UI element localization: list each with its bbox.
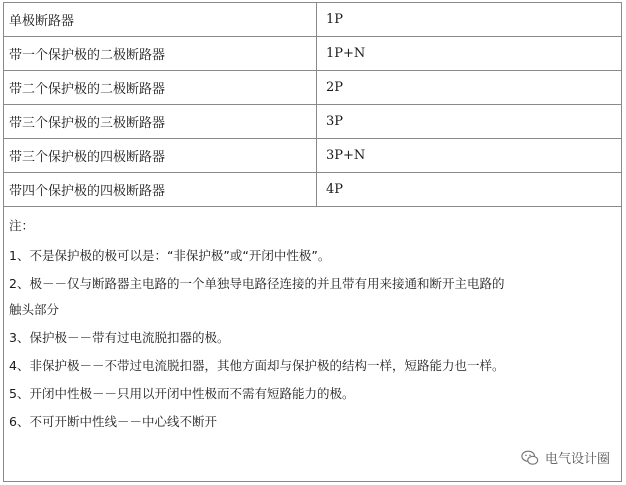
table-row [4, 105, 621, 139]
table-row [4, 37, 621, 71]
breaker-type-cell: 带一个保护极的二极断路器 [4, 37, 317, 71]
note-item: 1、不是保护极的极可以是：“非保护极”或“开闭中性极”。 [9, 248, 331, 263]
breaker-type-cell: 带三个保护极的四极断路器 [4, 139, 317, 173]
note-item-continued: 触头部分 [9, 302, 60, 317]
pole-code-cell: 4P [317, 173, 622, 207]
note-item: 6、不可开断中性线－－中心线不断开 [9, 414, 217, 429]
breaker-types-table [4, 3, 621, 207]
breaker-table-frame [3, 2, 622, 482]
pole-code-cell: 2P [317, 71, 622, 105]
wechat-bubble-icon [521, 449, 539, 467]
pole-code-cell: 3P [317, 105, 622, 139]
note-item: 4、非保护极－－不带过电流脱扣器，其他方面却与保护极的结构一样，短路能力也一样。 [9, 358, 505, 373]
table-row [4, 173, 621, 207]
breaker-type-cell: 带二个保护极的二极断路器 [4, 71, 317, 105]
table-row [4, 71, 621, 105]
pole-code-cell: 3P+N [317, 139, 622, 173]
watermark-text: 电气设计圈 [544, 452, 610, 467]
table-row [4, 139, 621, 173]
breaker-type-cell: 带三个保护极的三极断路器 [4, 105, 317, 139]
table-row [4, 3, 621, 37]
notes-section [4, 207, 621, 432]
pole-code-cell: 1P+N [317, 37, 622, 71]
notes-title: 注： [9, 218, 35, 233]
breaker-type-cell: 带四个保护极的四极断路器 [4, 173, 317, 207]
note-item: 2、极－－仅与断路器主电路的一个单独导电路径连接的并且带有用来接通和断开主电路的 [9, 276, 505, 291]
note-item: 3、保护极－－带有过电流脱扣器的极。 [9, 330, 230, 345]
pole-code-cell: 1P [317, 3, 622, 37]
note-item: 5、开闭中性极－－只用以开闭中性极而不需有短路能力的极。 [9, 386, 355, 401]
breaker-type-cell: 单极断路器 [4, 3, 317, 37]
watermark [521, 448, 610, 467]
